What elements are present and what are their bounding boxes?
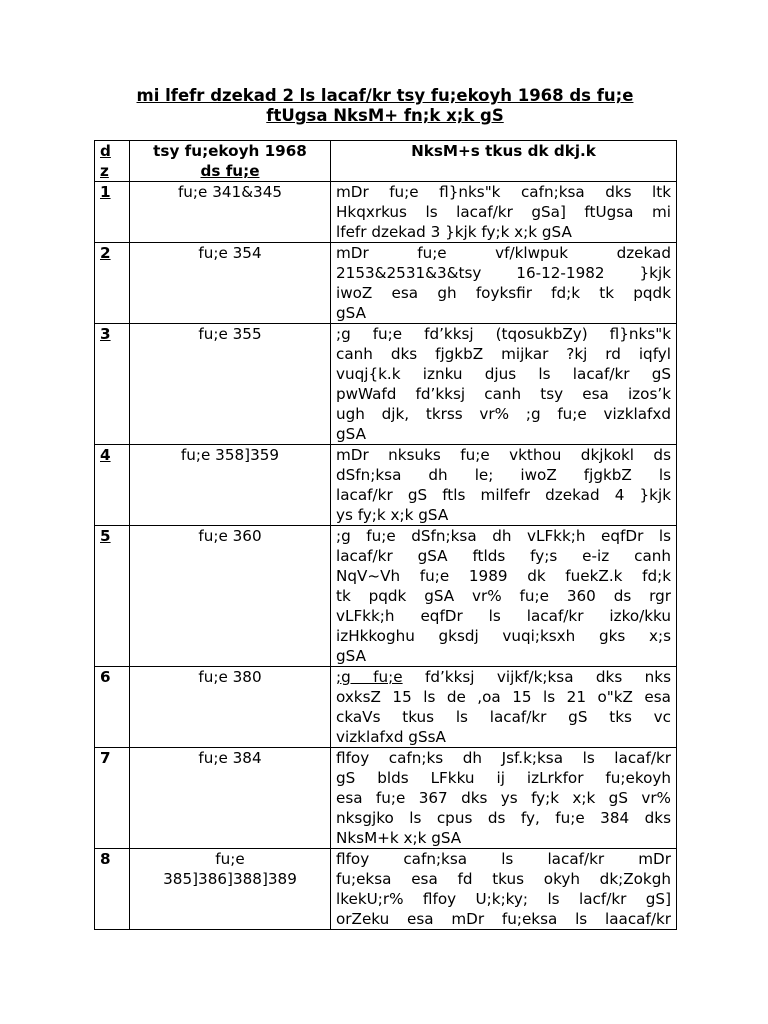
row-serial-number: 4 [95,445,130,526]
row-reason [331,445,677,526]
table-row [95,243,677,324]
rule-line: fu;e 360 [198,527,262,545]
reason-line: dSfn;ksa dh le; iwoZ fjgkbZ ls [336,466,671,484]
row-rule [130,748,331,849]
title-line-1: mi lfefr dzekad 2 ls lacaf/kr tsy fu;ekoyh 1968 ds fu;e [136,86,634,105]
reason-line: oxksZ 15 ls de ,oa 15 ls 21 o"kZ esa [336,688,671,706]
reason-line-text: fd’kksj vijkf/k;ksa dks nks [402,668,671,686]
header-serial-line-2: z [100,162,109,180]
row-reason [331,748,677,849]
table-row [95,526,677,667]
reason-line: lfefr dzekad 3 }kjk fy;k x;k gSA [336,223,572,241]
reason-line: vLFkk;h eqfDr ls lacaf/kr izko/kku [336,607,671,625]
table-header-row [95,141,677,182]
reason-line: gSA [336,425,366,443]
row-serial-number: 5 [95,526,130,667]
reason-line: flfoy cafn;ks dh Jsf.k;ksa ls lacaf/kr [336,749,671,767]
row-reason [331,324,677,445]
rule-line: 385]386]388]389 [163,870,297,888]
reason-line: lacaf/kr gSA ftlds fy;s e-iz canh [336,547,671,565]
table-row [95,182,677,243]
row-serial-number: 1 [95,182,130,243]
row-serial-number: 7 [95,748,130,849]
row-rule [130,324,331,445]
row-serial-number: 6 [95,667,130,748]
rule-line: fu;e 355 [198,325,262,343]
header-rule-line-2: ds fu;e [200,162,260,180]
reason-line: ys fy;k x;k gSA [336,506,449,524]
reason-line: ;g fu;e dSfn;ksa dh vLFkk;h eqfDr ls [336,527,671,545]
reason-line: iwoZ esa gh foyksfir fd;k tk pqdk [336,284,671,302]
reason-line: mDr fu;e vf/klwpuk dzekad [336,244,671,262]
rule-line: fu;e [215,850,245,868]
reason-line: gSA [336,304,366,322]
reason-line: Hkqxrkus ls lacaf/kr gSa] ftUgsa mi [336,203,671,221]
rule-line: fu;e 354 [198,244,262,262]
reason-line: mDr fu;e fl}nks"k cafn;ksa dks ltk [336,183,671,201]
reason-line: orZeku esa mDr fu;eksa ls laacaf/kr [336,910,671,928]
rule-line: fu;e 380 [198,668,262,686]
row-serial-number: 3 [95,324,130,445]
row-reason [331,526,677,667]
reason-line: esa fu;e 367 dks ys fy;k x;k gS vr% [336,789,671,807]
reason-underlined-text: ;g fu;e [336,668,403,686]
reason-line: NksM+k x;k gSA [336,829,462,847]
reason-line [336,667,671,687]
header-serial-line-1: d [100,142,111,160]
header-rule [130,141,331,182]
row-reason [331,182,677,243]
reason-line: lacaf/kr gS ftls milfefr dzekad 4 }kjk [336,486,671,504]
title-line-2: ftUgsa NksM+ fn;k x;k gS [266,106,504,125]
table-body [95,182,677,930]
reason-line: vizklafxd gSsA [336,728,446,746]
row-rule [130,526,331,667]
reason-line: vuqj{k.k iznku djus ls lacaf/kr gS [336,365,671,383]
reason-line: ;g fu;e fd’kksj (tqosukbZy) fl}nks"k [336,325,671,343]
reason-line: 2153&2531&3&tsy 16-12-1982 }kjk [336,264,671,282]
reason-line: tk pqdk gSA vr% fu;e 360 ds rgr [336,587,671,605]
table-row [95,667,677,748]
row-serial-number: 2 [95,243,130,324]
reason-line: ugh djk, tkrss vr% ;g fu;e vizklafxd [336,405,671,423]
reason-line: fu;eksa esa fd tkus okyh dk;Zokgh [336,870,671,888]
row-reason [331,849,677,930]
reason-line: lkekU;r% flfoy U;k;ky; ls lacf/kr gS] [336,890,671,908]
reason-line: canh dks fjgkbZ mijkar ?kj rd iqfyl [336,345,671,363]
header-serial-number [95,141,130,182]
row-rule [130,667,331,748]
reason-line: mDr nksuks fu;e vkthou dkjkokl ds [336,446,671,464]
table-row [95,445,677,526]
header-reason: NksM+s tkus dk dkj.k [331,141,677,182]
row-reason [331,667,677,748]
reason-line: NqV~Vh fu;e 1989 dk fuekZ.k fd;k [336,567,671,585]
table-row [95,849,677,930]
row-rule [130,243,331,324]
row-rule [130,445,331,526]
reason-line: nksgjko ls cpus ds fy, fu;e 384 dks [336,809,671,827]
rules-table [94,140,677,930]
header-rule-line-1: tsy fu;ekoyh 1968 [153,142,307,160]
rule-line: fu;e 384 [198,749,262,767]
reason-line: pwWafd fd’kksj canh tsy esa izos’k [336,385,671,403]
row-serial-number: 8 [95,849,130,930]
reason-line: ckaVs tkus ls lacaf/kr gS tks vc [336,708,671,726]
document-title [95,86,675,126]
rule-line: fu;e 358]359 [180,446,280,464]
reason-line: gS blds LFkku ij izLrkfor fu;ekoyh [336,769,671,787]
reason-line: flfoy cafn;ksa ls lacaf/kr mDr [336,850,671,868]
row-rule [130,849,331,930]
row-rule [130,182,331,243]
rule-line: fu;e 341&345 [177,183,283,201]
row-reason [331,243,677,324]
table-row [95,748,677,849]
table-row [95,324,677,445]
reason-line: izHkkoghu gksdj vuqi;ksxh gks x;s [336,627,671,645]
reason-line: gSA [336,647,366,665]
